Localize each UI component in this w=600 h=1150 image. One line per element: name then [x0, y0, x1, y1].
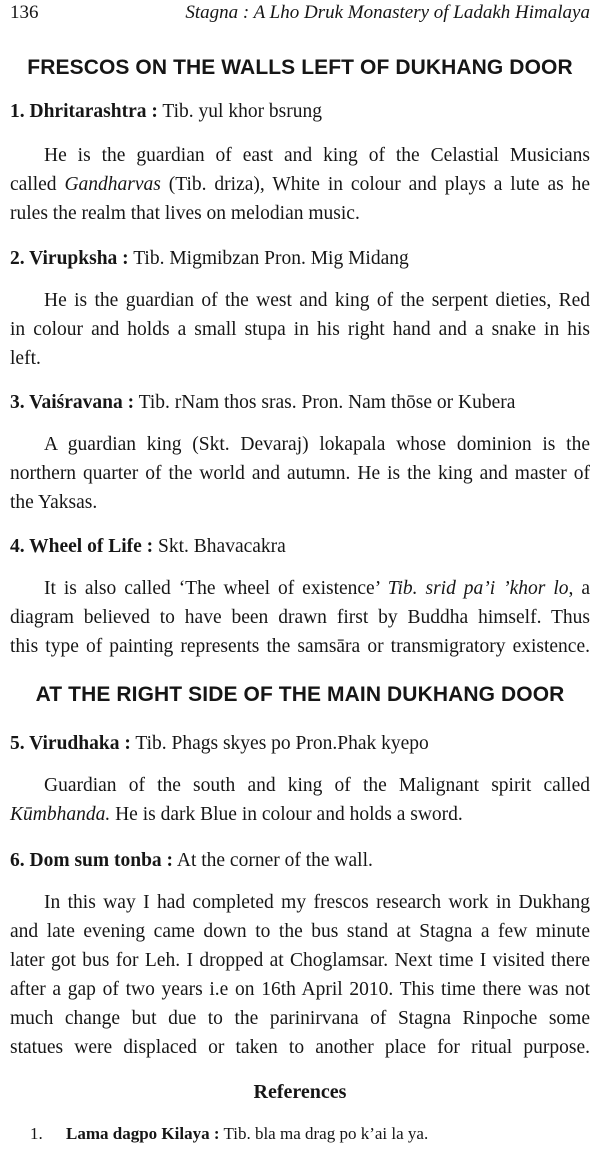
reference-number: 1. [30, 1124, 43, 1143]
paragraph-line: Guardian of the south and king of the Malignant spirit called [44, 775, 590, 796]
paragraph-line: rules the realm that lives on melodian music. [10, 203, 360, 224]
reference-item [30, 1124, 428, 1144]
entry-title: 4. Wheel of Life : [10, 536, 154, 557]
paragraph-line: A guardian king (Skt. Devaraj) lokapala whose dominion is the [44, 434, 590, 455]
entry-heading [10, 536, 286, 558]
paragraph-line: this type of painting represents the samsāra or transmigratory existence. [10, 636, 590, 657]
reference-title: Lama dagpo Kilaya : [66, 1124, 220, 1143]
paragraph-line: He is the guardian of the west and king of the serpent dieties, Red [44, 290, 590, 311]
page-header [10, 2, 590, 28]
paragraph-line: later got bus for Leh. I dropped at Choglamsar. Next time I visited there [10, 950, 590, 971]
entry-title: 6. Dom sum tonba : [10, 850, 174, 871]
paragraph-line: Kūmbhanda. He is dark Blue in colour and holds a sword. [10, 804, 463, 825]
references-heading: References [253, 1081, 347, 1103]
entry-subtitle: Tib. rNam thos sras. Pron. Nam thōse or Kubera [134, 392, 516, 413]
entry-heading [10, 248, 409, 270]
entry-subtitle: At the corner of the wall. [173, 850, 373, 871]
entry-subtitle: Skt. Bhavacakra [153, 536, 286, 557]
entry-title: 3. Vaiśravana : [10, 392, 135, 413]
section-heading-left-door: FRESCOS ON THE WALLS LEFT OF DUKHANG DOOR [27, 56, 573, 79]
paragraph-line: left. [10, 348, 41, 369]
entry-heading [10, 733, 429, 755]
entry-description [10, 888, 590, 1062]
paragraph-line: northern quarter of the world and autumn. He is the king and master of [10, 463, 590, 484]
running-title: Stagna : A Lho Druk Monastery of Ladakh Himalaya [185, 2, 590, 23]
paragraph-line: the Yaksas. [10, 492, 98, 513]
paragraph-line: In this way I had completed my frescos research work in Dukhang [44, 892, 590, 913]
entry-title: 1. Dhritarashtra : [10, 101, 158, 122]
entry-heading [10, 101, 322, 123]
entry-subtitle: Tib. yul khor bsrung [157, 101, 323, 122]
paragraph-line: in colour and holds a small stupa in his right hand and a snake in his [10, 319, 590, 340]
reference-text: Tib. bla ma drag po k’ai la ya. [219, 1124, 429, 1143]
paragraph-line: much change but due to the parinirvana of Stagna Rinpoche some [10, 1008, 590, 1029]
entry-subtitle: Tib. Phags skyes po Pron.Phak kyepo [130, 733, 429, 754]
section-heading-right-door: AT THE RIGHT SIDE OF THE MAIN DUKHANG DOOR [35, 683, 565, 706]
entry-description [10, 771, 590, 829]
paragraph-line: statues were displaced or taken to another place for ritual purpose. [10, 1037, 590, 1058]
entry-heading [10, 850, 373, 872]
entry-description [10, 286, 590, 373]
paragraph-line: diagram believed to have been drawn first by Buddha himself. Thus [10, 607, 590, 628]
entry-title: 5. Virudhaka : [10, 733, 131, 754]
entry-description [10, 430, 590, 517]
entry-description [10, 574, 590, 661]
paragraph-line: after a gap of two years i.e on 16th April 2010. This time there was not [10, 979, 590, 1000]
entry-description [10, 141, 590, 228]
entry-heading [10, 392, 515, 414]
page-number: 136 [10, 2, 39, 23]
paragraph-line: called Gandharvas (Tib. driza), White in colour and plays a lute as he [10, 174, 590, 195]
entry-title: 2. Virupksha : [10, 248, 129, 269]
paragraph-line: He is the guardian of east and king of the Celastial Musicians [44, 145, 590, 166]
paragraph-line: and late evening came down to the bus stand at Stagna a few minute [10, 921, 590, 942]
paragraph-line: It is also called ‘The wheel of existence’ Tib. srid pa’i ’khor lo, a [44, 578, 590, 599]
entry-subtitle: Tib. Migmibzan Pron. Mig Midang [128, 248, 409, 269]
